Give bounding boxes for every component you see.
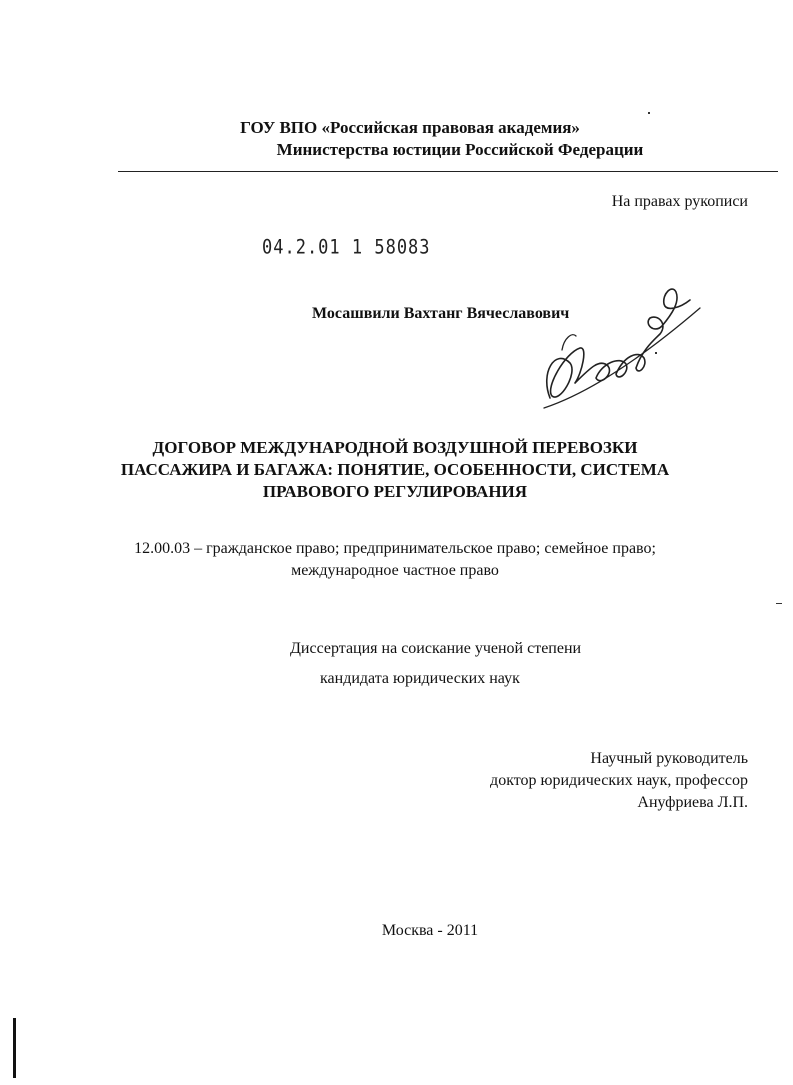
specialty-code — [60, 538, 730, 582]
supervisor-credentials: доктор юридических наук, профессор — [490, 772, 748, 789]
scan-speck — [648, 112, 650, 114]
title-line-2: ПАССАЖИРА И БАГАЖА: ПОНЯТИЕ, ОСОБЕННОСТИ, СИСТЕМА — [120, 460, 670, 479]
title-line-1: ДОГОВОР МЕЖДУНАРОДНОЙ ВОЗДУШНОЙ ПЕРЕВОЗКИ — [152, 438, 638, 457]
signature-image — [530, 278, 710, 428]
specialty-line-1: 12.00.03 – гражданское право; предпринимательское право; семейное право; — [134, 540, 656, 557]
city-year: Москва - 2011 — [381, 922, 479, 939]
degree-line-2: кандидата юридических наук — [320, 670, 520, 687]
manuscript-note: На правах рукописи — [611, 193, 748, 210]
supervisor-label: Научный руководитель — [590, 750, 748, 767]
supervisor-name: Ануфриева Л.П. — [637, 794, 748, 811]
institution-name: ГОУ ВПО «Российская правовая академия» — [240, 118, 580, 137]
author-name: Мосашвили Вахтанг Вячеславович — [312, 305, 570, 322]
institution-ministry: Министерства юстиции Российской Федерации — [276, 140, 644, 159]
dissertation-title — [60, 437, 730, 503]
scan-speck — [776, 603, 782, 604]
registration-stamp: 04.2.01 1 58083 — [262, 236, 431, 259]
header-divider — [118, 171, 778, 172]
degree-line-1: Диссертация на соискание ученой степени — [290, 640, 582, 657]
scan-edge-mark — [13, 1018, 16, 1078]
specialty-line-2: международное частное право — [291, 562, 499, 579]
scan-speck — [655, 352, 657, 354]
title-line-3: ПРАВОВОГО РЕГУЛИРОВАНИЯ — [262, 482, 528, 501]
